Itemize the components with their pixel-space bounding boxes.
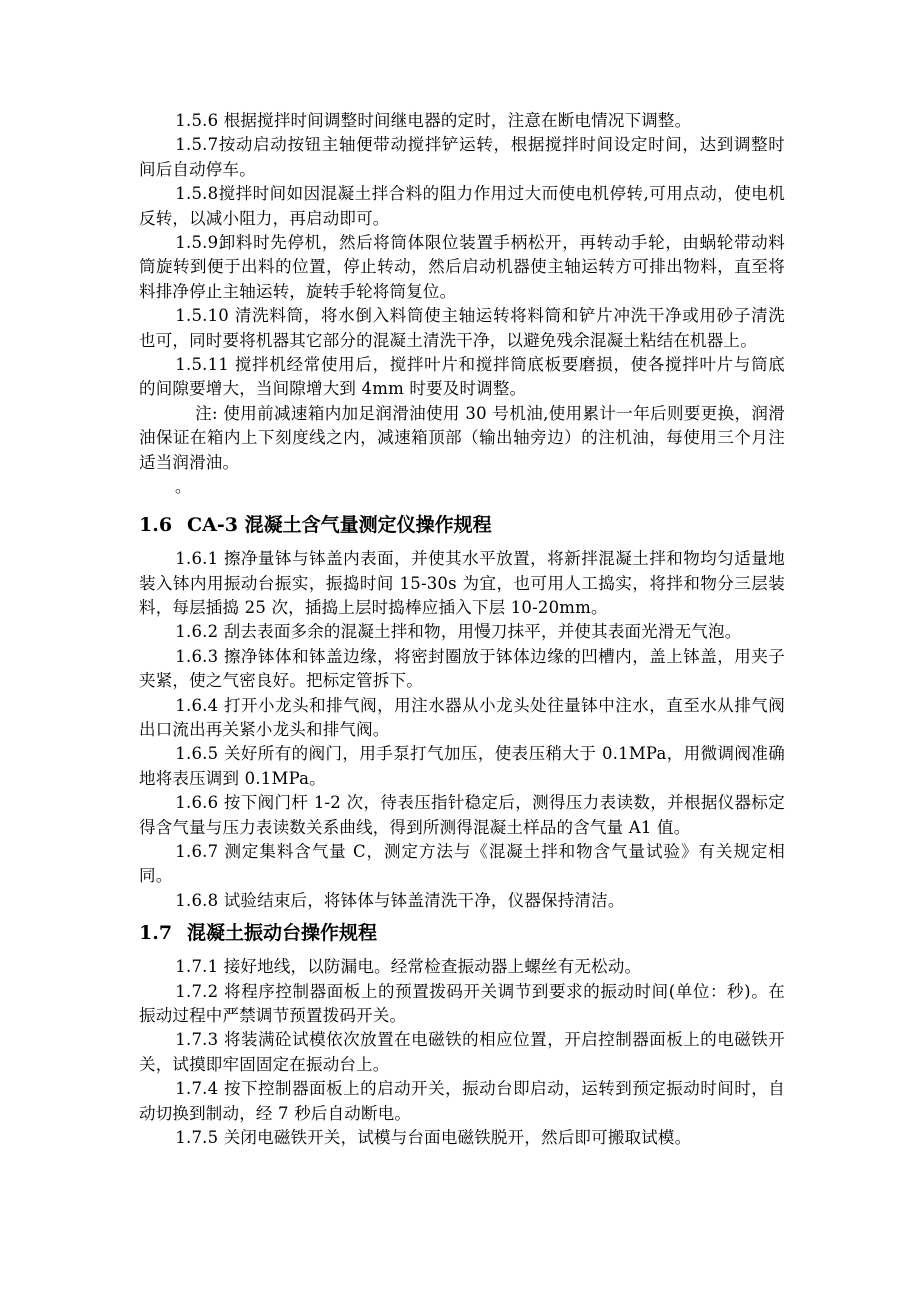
paragraph-1-6-7: 1.6.7 测定集料含气量 C，测定方法与《混凝土拌和物含气量试验》有关规定相同。 bbox=[139, 841, 785, 886]
heading-number: 1.7 bbox=[139, 922, 173, 945]
paragraph-1-6-2: 1.6.2 刮去表面多余的混凝土拌和物，用慢刀抹平，并使其表面光滑无气泡。 bbox=[175, 622, 742, 642]
heading-title: CA-3 混凝土含气量测定仪操作规程 bbox=[187, 514, 492, 537]
paragraph-1-7-1: 1.7.1 接好地线，以防漏电。经常检查振动器上螺丝有无松动。 bbox=[175, 957, 642, 977]
paragraph-1-6-4: 1.6.4 打开小龙头和排气阀，用注水器从小龙头处往量钵中注水，直至水从排气阀出口流出再关紧小龙头和排气阀。 bbox=[139, 695, 785, 739]
paragraph-1-5-10: 1.5.10 清洗料筒，将水倒入料筒使主轴运转将料筒和铲片冲洗干净或用砂子清洗也可，同时要将机器其它部分的混凝土清洗干净，以避免残余混凝土粘结在机器上。 bbox=[139, 306, 785, 350]
stray-period: 。 bbox=[175, 477, 192, 497]
paragraph-1-5-7: 1.5.7按动启动按钮主轴便带动搅拌铲运转，根据搅拌时间设定时间，达到调整时间后自动停车。 bbox=[139, 135, 785, 179]
note-text: : 使用前减速箱内加足润滑油使用 30 号机油,使用累计一年后则要更换，润滑油保证在箱内上下刻度线之内，减速箱顶部（输出轴旁边）的注机油，每使用三个月注适当润滑油。 bbox=[139, 403, 785, 472]
paragraph-1-5-6: 1.5.6 根据搅拌时间调整时间继电器的定时，注意在断电情况下调整。 bbox=[175, 111, 692, 130]
paragraph-1-6-1: 1.6.1 擦净量钵与钵盖内表面，并使其水平放置，将新拌混凝土拌和物均匀适量地装入钵内用振动台振实，振捣时间 15-30s 为宜，也可用人工捣实，将拌和物分三层装料，每层插捣 25 次，插捣上层时捣棒应插入下层 10-20mm。 bbox=[139, 549, 785, 617]
paragraph-1-6-3: 1.6.3 擦净钵体和钵盖边缘，将密封圈放于钵体边缘的凹槽内，盖上钵盖，用夹子夹紧，使之气密良好。把标定管拆下。 bbox=[139, 646, 785, 691]
paragraph-1-5-9: 1.5.9卸料时先停机，然后将筒体限位装置手柄松开，再转动手轮，由蜗轮带动料筒旋转到便于出料的位置，停止转动，然后启动机器使主轴运转方可排出物料，直至将料排净停止主轴运转，旋转手轮将筒复位。 bbox=[139, 233, 785, 301]
paragraph-1-6-8: 1.6.8 试验结束后，将钵体与钵盖清洗干净，仪器保持清洁。 bbox=[175, 890, 625, 910]
paragraph-1-6-5: 1.6.5 关好所有的阀门，用手泵打气加压，使表压稍大于 0.1MPa，用微调阀准确地将表压调到 0.1MPa。 bbox=[139, 744, 785, 788]
note-paragraph bbox=[139, 402, 785, 475]
paragraph-1-5-11: 1.5.11 搅拌机经常使用后，搅拌叶片和搅拌筒底板要磨损，使各搅拌叶片与筒底的间隙要增大，当间隙增大到 4mm 时要及时调整。 bbox=[139, 355, 785, 399]
paragraph-1-5-8: 1.5.8搅拌时间如因混凝土拌合料的阻力作用过大而使电机停转,可用点动，使电机反转，以减小阻力，再启动即可。 bbox=[139, 184, 785, 228]
paragraph-1-7-2: 1.7.2 将程序控制器面板上的预置拨码开关调节到要求的振动时间(单位：秒)。在振动过程中严禁调节预置拨码开关。 bbox=[139, 981, 785, 1025]
heading-title: 混凝土振动台操作规程 bbox=[187, 922, 378, 945]
document-body bbox=[139, 109, 785, 1150]
paragraph-1-7-4: 1.7.4 按下控制器面板上的启动开关，振动台即启动，运转到预定振动时间时，自动切换到制动，经 7 秒后自动断电。 bbox=[139, 1079, 785, 1123]
paragraph-1-6-6: 1.6.6 按下阀门杆 1-2 次，待表压指针稳定后，测得压力表读数，并根据仪器标定得含气量与压力表读数关系曲线，得到所测得混凝土样品的含气量 A1 值。 bbox=[139, 793, 785, 837]
heading-number: 1.6 bbox=[139, 514, 173, 537]
section-heading-1-7 bbox=[139, 919, 785, 947]
paragraph-1-7-5: 1.7.5 关闭电磁铁开关，试模与台面电磁铁脱开，然后即可搬取试模。 bbox=[175, 1128, 692, 1148]
paragraph-1-7-3: 1.7.3 将装满砼试模依次放置在电磁铁的相应位置，开启控制器面板上的电磁铁开关，试摸即牢固固定在振动台上。 bbox=[139, 1030, 785, 1074]
section-heading-1-6 bbox=[139, 511, 785, 539]
note-label: 注 bbox=[195, 403, 212, 423]
